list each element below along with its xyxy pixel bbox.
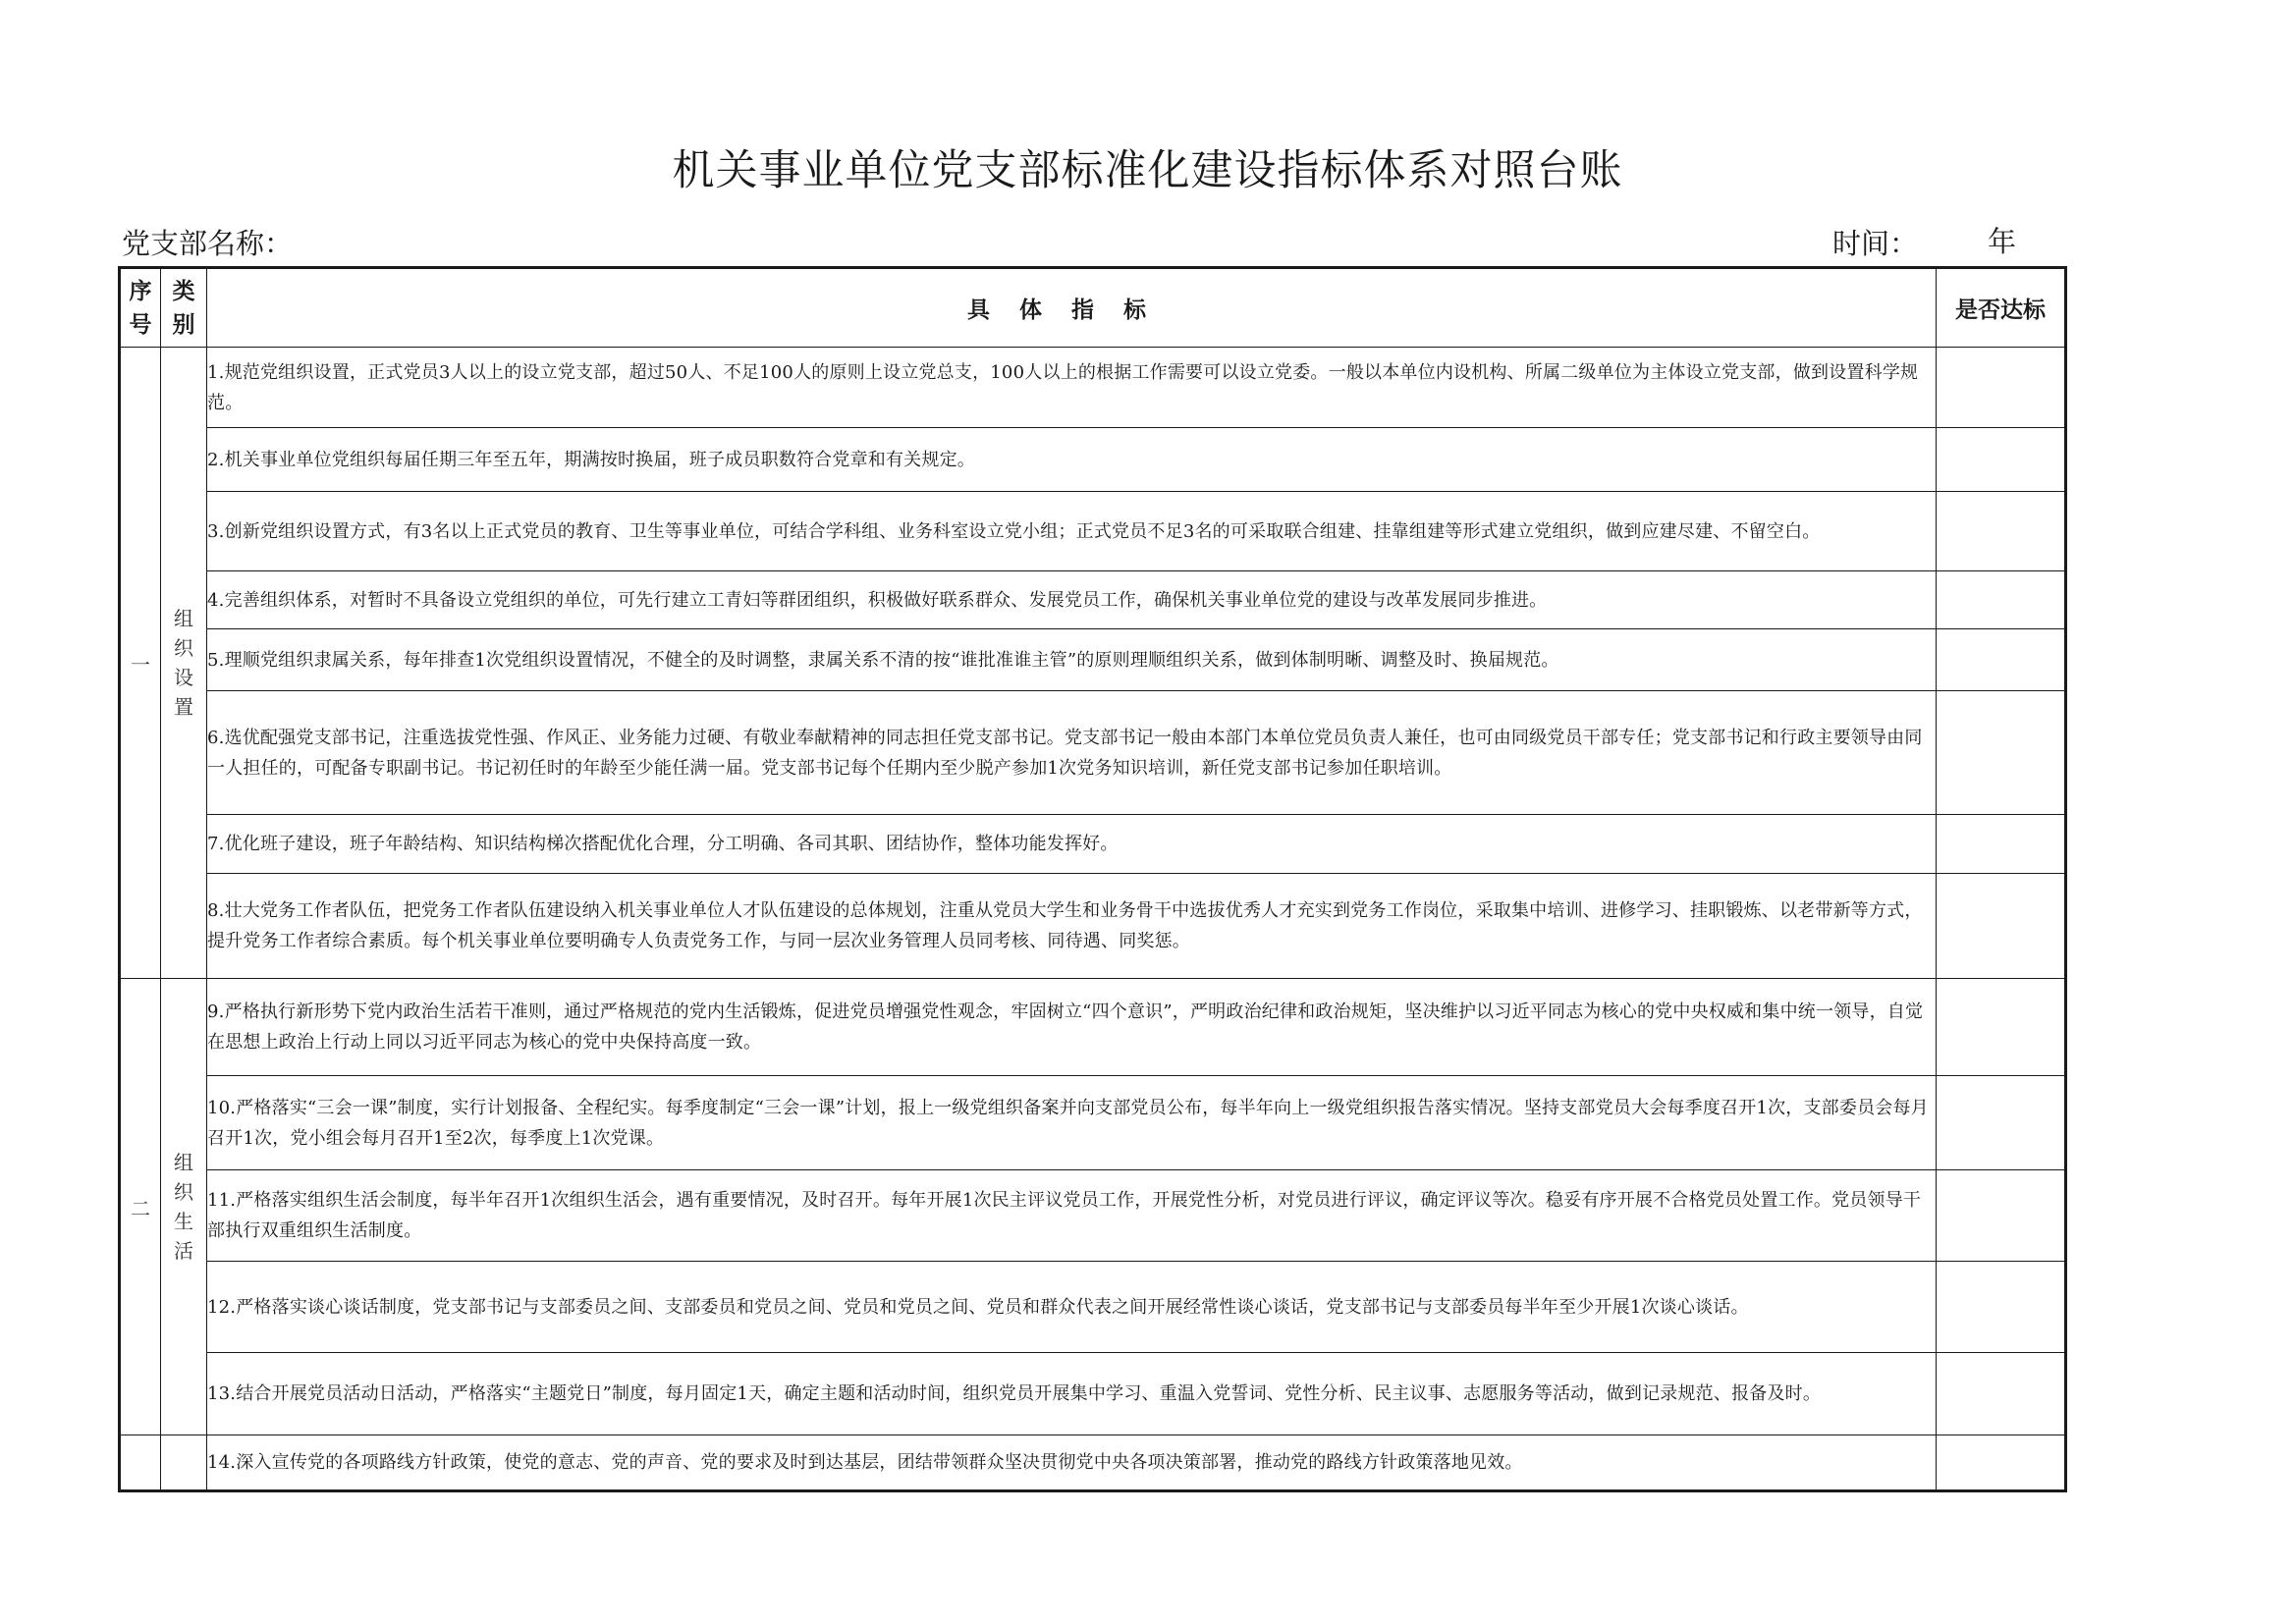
header-met <box>1937 268 2066 348</box>
indicator-text: 11.严格落实组织生活会制度，每半年召开1次组织生活会，遇有重要情况，及时召开。每年开展1次民主评议党员工作，开展党性分析，对党员进行评议，确定评议等次。稳妥有序开展不合格党员处置工作。党员领导干部执行双重组织生活制度。 <box>207 1190 1922 1241</box>
met-cell[interactable] <box>1937 1353 2066 1435</box>
time-label: 时间： <box>1832 227 1919 260</box>
indicator-cell <box>207 1353 1937 1435</box>
met-cell[interactable] <box>1937 815 2066 874</box>
indicator-text: 13.结合开展党员活动日活动，严格落实“主题党日”制度，每月固定1天，确定主题和活动时间，组织党员开展集中学习、重温入党誓词、党性分析、民主议事、志愿服务等活动，做到记录规范、报备及时。 <box>207 1383 1822 1404</box>
table-row <box>120 1435 2066 1491</box>
met-cell[interactable] <box>1937 691 2066 815</box>
indicator-text: 10.严格落实“三会一课”制度，实行计划报备、全程纪实。每季度制定“三会一课”计划，报上一级党组织备案并向支部党员公布，每半年向上一级党组织报告落实情况。坚持支部党员大会每季度召开1次，支部委员会每月召开1次，党小组会每月召开1至2次，每季度上1次党课。 <box>207 1097 1929 1149</box>
indicator-text: 5.理顺党组织隶属关系，每年排查1次党组织设置情况，不健全的及时调整，隶属关系不清的按“谁批准谁主管”的原则理顺组织关系，做到体制明晰、调整及时、换届规范。 <box>207 649 1559 671</box>
branch-name-label: 党支部名称： <box>122 227 294 260</box>
met-cell[interactable] <box>1937 1435 2066 1491</box>
table-row <box>120 1353 2066 1435</box>
met-cell[interactable] <box>1937 874 2066 979</box>
table-row <box>120 815 2066 874</box>
table-row <box>120 874 2066 979</box>
group-seq-cell <box>120 979 161 1435</box>
indicator-text: 9.严格执行新形势下党内政治生活若干准则，通过严格规范的党内生活锻炼，促进党员增强党性观念，牢固树立“四个意识”，严明政治纪律和政治规矩，坚决维护以习近平同志为核心的党中央权威和集中统一领导，自觉在思想上政治上行动上同以习近平同志为核心的党中央保持高度一致。 <box>207 1001 1924 1053</box>
indicator-cell <box>207 1076 1937 1170</box>
indicator-cell <box>207 691 1937 815</box>
indicator-text: 12.严格落实谈心谈话制度，党支部书记与支部委员之间、支部委员和党员之间、党员和党员之间、党员和群众代表之间开展经常性谈心谈话，党支部书记与支部委员每半年至少开展1次谈心谈话。 <box>207 1296 1749 1318</box>
year-label: 年 <box>1988 225 2017 258</box>
indicator-cell <box>207 348 1937 428</box>
group-seq-cell <box>120 348 161 979</box>
met-cell[interactable] <box>1937 348 2066 428</box>
indicator-cell <box>207 1170 1937 1262</box>
met-cell[interactable] <box>1937 492 2066 571</box>
met-cell[interactable] <box>1937 428 2066 492</box>
indicator-cell <box>207 815 1937 874</box>
group-category: 组织设置 <box>174 607 193 719</box>
group-seq-cell <box>120 1435 161 1491</box>
indicator-cell <box>207 874 1937 979</box>
indicator-text: 1.规范党组织设置，正式党员3人以上的设立党支部，超过50人、不足100人的原则上设立党总支，100人以上的根据工作需要可以设立党委。一般以本单位内设机构、所属二级单位为主体设立党支部，做到设置科学规范。 <box>207 361 1919 413</box>
met-cell[interactable] <box>1937 979 2066 1076</box>
header-category-text: 类别 <box>172 278 195 338</box>
group-seq: 二 <box>131 1196 150 1220</box>
group-category-cell <box>161 348 207 979</box>
header-category <box>161 268 207 348</box>
table-row <box>120 1262 2066 1353</box>
table-row <box>120 629 2066 691</box>
met-cell[interactable] <box>1937 629 2066 691</box>
table-row <box>120 492 2066 571</box>
group-category-cell <box>161 979 207 1435</box>
met-cell[interactable] <box>1937 1076 2066 1170</box>
indicator-text: 3.创新党组织设置方式，有3名以上正式党员的教育、卫生等事业单位，可结合学科组、业务科室设立党小组；正式党员不足3名的可采取联合组建、挂靠组建等形式建立党组织，做到应建尽建、不留空白。 <box>207 520 1821 542</box>
indicator-cell <box>207 1262 1937 1353</box>
page-title: 机关事业单位党支部标准化建设指标体系对照台账 <box>672 146 1623 195</box>
table-row <box>120 348 2066 428</box>
indicator-text: 6.选优配强党支部书记，注重选拔党性强、作风正、业务能力过硬、有敬业奉献精神的同志担任党支部书记。党支部书记一般由本部门本单位党员负责人兼任，也可由同级党员干部专任；党支部书记和行政主要领导由同一人担任的，可配备专职副书记。书记初任时的年龄至少能任满一届。党支部书记每个任期内至少脱产参加1次党务知识培训，新任党支部书记参加任职培训。 <box>207 727 1923 779</box>
header-met-text: 是否达标 <box>1955 298 2046 323</box>
header-seq-text: 序号 <box>129 278 152 338</box>
table-row <box>120 428 2066 492</box>
indicator-cell <box>207 492 1937 571</box>
met-cell[interactable] <box>1937 1170 2066 1262</box>
indicator-text: 8.壮大党务工作者队伍，把党务工作者队伍建设纳入机关事业单位人才队伍建设的总体规划，注重从党员大学生和业务骨干中选拔优秀人才充实到党务工作岗位，采取集中培训、进修学习、挂职锻炼、以老带新等方式，提升党务工作者综合素质。每个机关事业单位要明确专人负责党务工作，与同一层次业务管理人员同考核、同待遇、同奖惩。 <box>207 900 1923 951</box>
indicator-ledger-table <box>118 266 2067 1492</box>
table-row <box>120 979 2066 1076</box>
header-indicator-text: 具体指标 <box>967 298 1175 323</box>
indicator-text: 7.优化班子建设，班子年龄结构、知识结构梯次搭配优化合理，分工明确、各司其职、团结协作，整体功能发挥好。 <box>207 834 1119 854</box>
group-category: 组织生活 <box>174 1151 193 1263</box>
indicator-text: 14.深入宣传党的各项路线方针政策，使党的意志、党的声音、党的要求及时到达基层，团结带领群众坚决贯彻党中央各项决策部署，推动党的路线方针政策落地见效。 <box>207 1452 1523 1473</box>
table-row <box>120 691 2066 815</box>
group-category-cell <box>161 1435 207 1491</box>
table-row <box>120 1076 2066 1170</box>
group-seq: 一 <box>131 652 150 677</box>
indicator-text: 2.机关事业单位党组织每届任期三年至五年，期满按时换届，班子成员职数符合党章和有关规定。 <box>207 449 975 470</box>
indicator-cell <box>207 629 1937 691</box>
indicator-text: 4.完善组织体系，对暂时不具备设立党组织的单位，可先行建立工青妇等群团组织，积极做好联系群众、发展党员工作，确保机关事业单位党的建设与改革发展同步推进。 <box>207 589 1548 611</box>
met-cell[interactable] <box>1937 571 2066 629</box>
header-seq <box>120 268 161 348</box>
indicator-cell <box>207 428 1937 492</box>
table-row <box>120 571 2066 629</box>
indicator-cell <box>207 979 1937 1076</box>
table-row <box>120 1170 2066 1262</box>
header-indicator <box>207 268 1937 348</box>
indicator-cell <box>207 1435 1937 1491</box>
indicator-cell <box>207 571 1937 629</box>
table-header-row <box>120 268 2066 348</box>
met-cell[interactable] <box>1937 1262 2066 1353</box>
